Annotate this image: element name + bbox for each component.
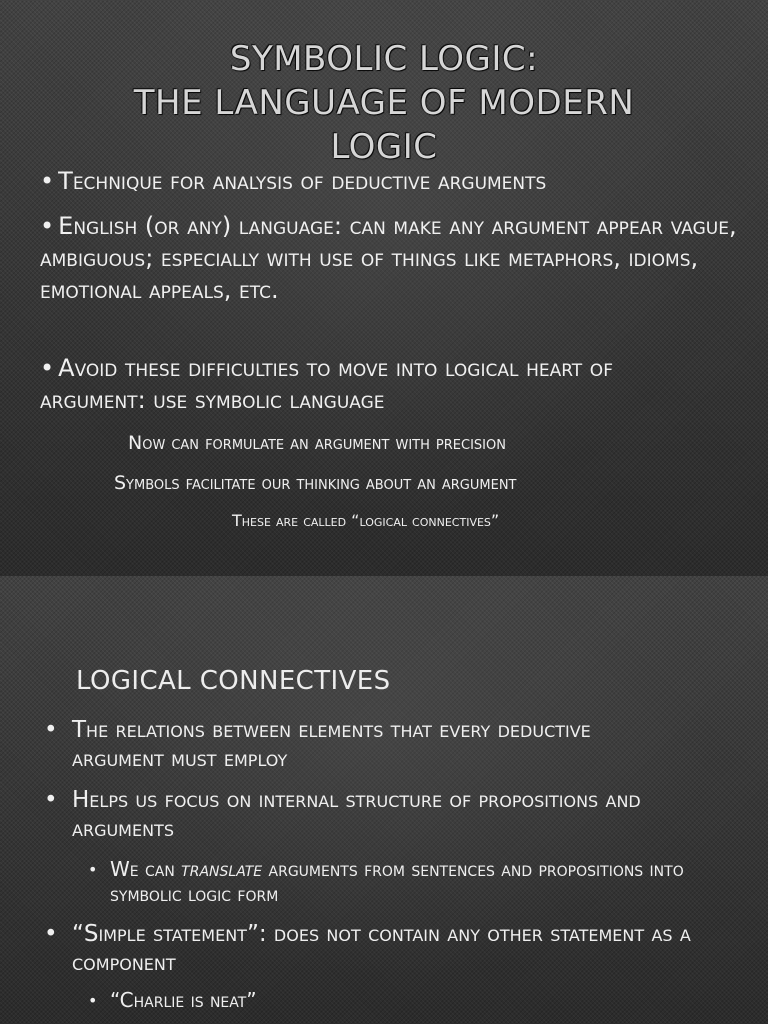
bullet-dot: •	[40, 354, 55, 382]
bullet-text: Helps us focus on internal structure of propositions and arguments	[72, 787, 641, 842]
title-line-1: SYMBOLIC LOGIC:	[229, 38, 539, 79]
bullet-item	[40, 165, 740, 197]
bullet-dot: •	[44, 717, 58, 743]
bullet-dot: •	[44, 921, 58, 947]
bullet-item	[40, 352, 700, 416]
bullet-text: Avoid these difficulties to move into logical heart of argument: use symbolic language	[40, 354, 613, 414]
bullet-item	[40, 210, 740, 306]
bullet-item	[44, 786, 664, 844]
emphasized-word: translate	[181, 857, 263, 881]
bullet-dot: •	[40, 212, 55, 240]
slide-title	[0, 37, 768, 169]
bullet-dot: •	[88, 860, 98, 879]
slide-title: LOGICAL CONNECTIVES	[76, 666, 391, 696]
bullet-item	[44, 920, 724, 978]
bullet-dot: •	[88, 991, 98, 1010]
title-line-2: THE LANGUAGE OF MODERN	[133, 82, 635, 123]
bullet-text: English (or any) language: can make any argument appear vague, ambiguous; especially with use of things like metaphors, idioms, emotional appeals, etc.	[40, 212, 737, 304]
title-line-3: LOGIC	[330, 126, 438, 167]
sub-bullet-text: “Charlie is neat”	[110, 988, 257, 1012]
sub-item-precision: Now can formulate an argument with precision	[128, 432, 506, 454]
sub-bullet-text	[88, 857, 708, 907]
slide-logical-connectives	[0, 576, 768, 1024]
text-fragment: arguments from sentences and propositions into symbolic logic form	[110, 857, 684, 906]
bullet-text: The relations between elements that every deductive argument must employ	[72, 717, 591, 772]
sub-item-connectives: These are called “logical connectives”	[232, 511, 500, 530]
bullet-text: Technique for analysis of deductive arguments	[58, 167, 547, 195]
sub-bullet-item	[88, 857, 708, 907]
sub-bullet-item	[88, 988, 688, 1013]
bullet-dot: •	[40, 167, 55, 195]
bullet-item	[44, 716, 684, 774]
bullet-text: “Simple statement”: does not contain any other statement as a component	[72, 921, 691, 976]
text-fragment: We can	[110, 857, 182, 881]
bullet-dot: •	[44, 787, 58, 813]
sub-item-symbols: Symbols facilitate our thinking about an argument	[114, 472, 517, 494]
